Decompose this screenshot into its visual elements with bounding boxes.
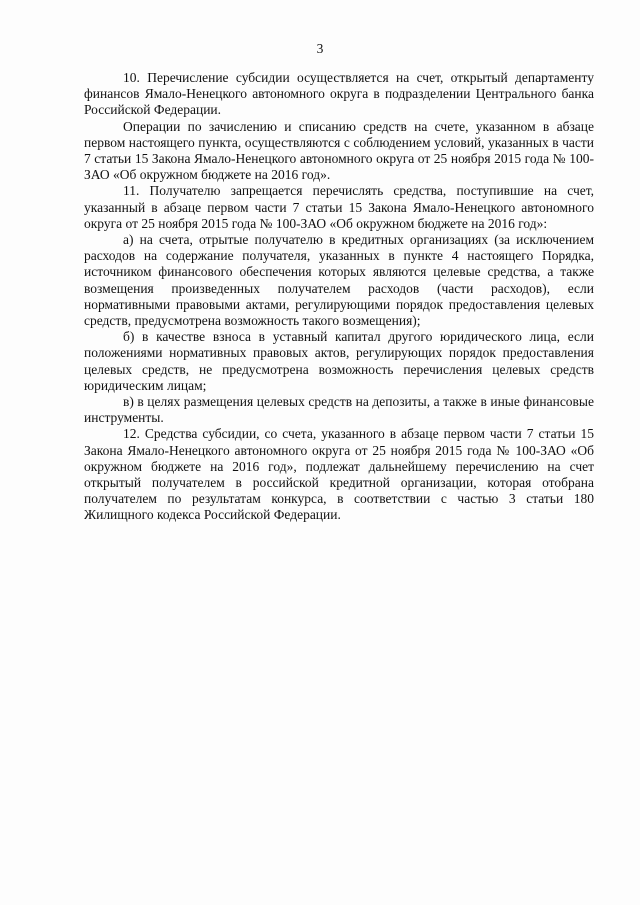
paragraph-11-item-a: а) на счета, отрытые получателю в кредитных организациях (за исключением расходов на содержание получателя, указанных в пункте 4 настоящего Порядка, источником финансового обеспечения которых являются целевые средства, а также возмещения произведенных получателем расходов (части расходов), если нормативными правовыми актами, регулирующими порядок предоставления целевых средств, предусмотрена возможность такого возмещения);	[84, 232, 594, 329]
paragraph-11-item-b: б) в качестве взноса в уставный капитал другого юридического лица, если положениями нормативных правовых актов, регулирующих порядок предоставления целевых средств, не предусмотрена возможность перечисления целевых средств юридическим лицам;	[84, 329, 594, 393]
paragraph-11: 11. Получателю запрещается перечислять средства, поступившие на счет, указанный в абзаце первом части 7 статьи 15 Закона Ямало-Ненецкого автономного округа от 25 ноября 2015 года № 100-ЗАО «Об окружном бюджете на 2016 год»:	[84, 183, 594, 231]
paragraph-10: 10. Перечисление субсидии осуществляется на счет, открытый департаменту финансов Ямало-Ненецкого автономного округа в подразделении Центрального банка Российской Федерации.	[84, 70, 594, 118]
paragraph-11-item-c: в) в целях размещения целевых средств на депозиты, а также в иные финансовые инструменты.	[84, 394, 594, 426]
document-body	[84, 70, 594, 524]
paragraph-12: 12. Средства субсидии, со счета, указанного в абзаце первом части 7 статьи 15 Закона Ямало-Ненецкого автономного округа от 25 ноября 2015 года № 100-ЗАО «Об окружном бюджете на 2016 год», подлежат дальнейшему перечислению на счет открытый получателем в российской кредитной организации, которая отобрана получателем по результатам конкурса, в соответствии с частью 3 статьи 180 Жилищного кодекса Российской Федерации.	[84, 426, 594, 523]
paragraph-10-operations: Операции по зачислению и списанию средств на счете, указанном в абзаце первом настоящего пункта, осуществляются с соблюдением условий, указанных в части 7 статьи 15 Закона Ямало-Ненецкого автономного округа от 25 ноября 2015 года № 100-ЗАО «Об окружном бюджете на 2016 год».	[84, 118, 594, 183]
page-number: 3	[316, 41, 324, 56]
